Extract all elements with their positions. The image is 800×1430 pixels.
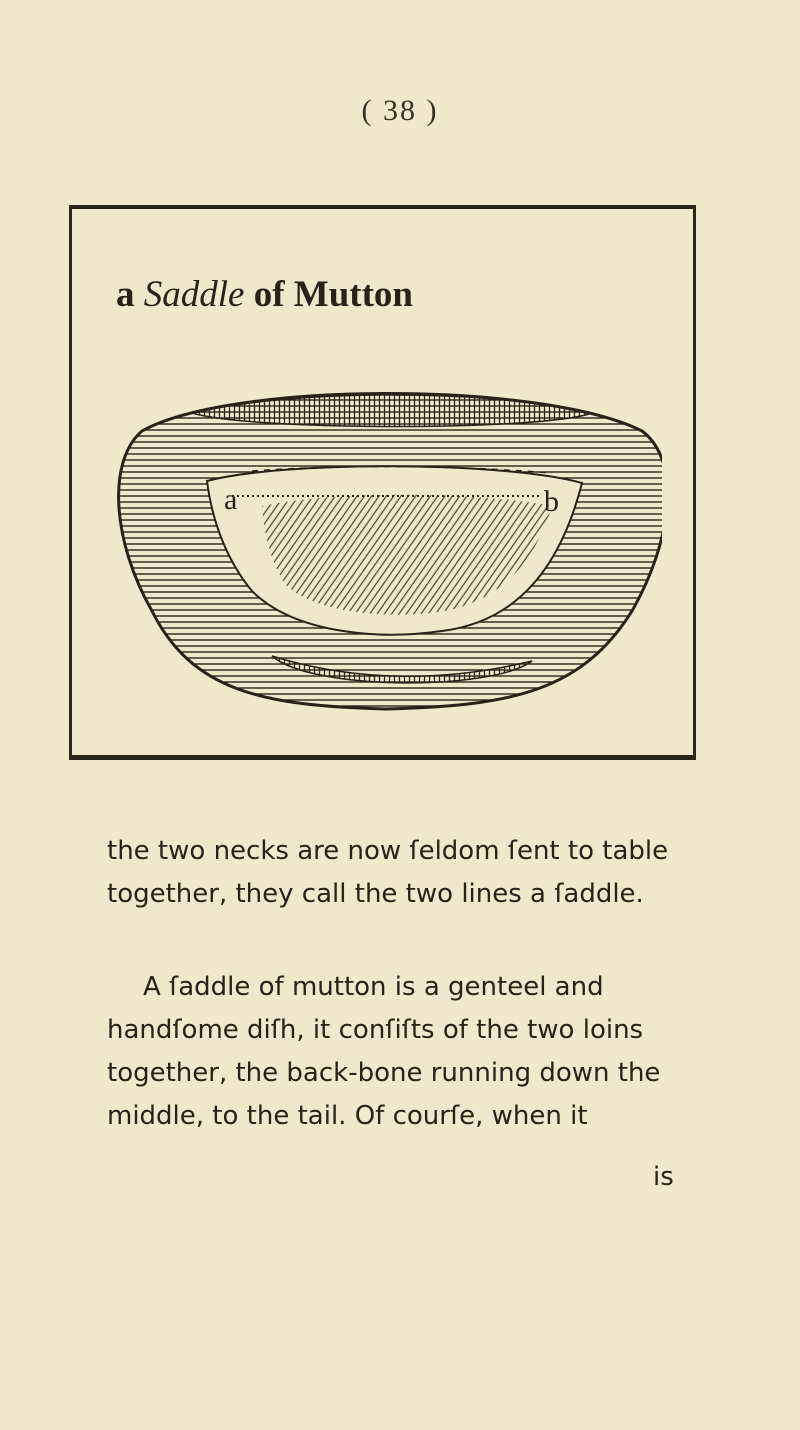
caption-rest: of Mutton	[253, 274, 413, 315]
text-line: A ſaddle of mutton is a genteel and	[143, 972, 604, 1002]
text-line: middle, to the tail. Of courſe, when it	[107, 1101, 588, 1131]
catchword: is	[653, 1162, 674, 1192]
page-number: ( 38 )	[361, 94, 439, 127]
paragraph-1	[107, 830, 697, 916]
text-line: the two necks are now ſeldom ſent to table	[107, 836, 669, 866]
label-b: b	[544, 485, 559, 518]
text-line: together, they call the two lines a ſaddle.	[107, 879, 644, 909]
text-line: handſome diſh, it conſiſts of the two loins	[107, 1015, 644, 1045]
engraved-plate	[69, 205, 696, 760]
caption-italic: Saddle	[143, 274, 245, 315]
paragraph-2	[107, 966, 697, 1138]
text-line: together, the back-bone running down the	[107, 1058, 661, 1088]
plate-caption	[116, 273, 413, 316]
caption-lead: a	[116, 274, 135, 315]
saddle-of-mutton-engraving	[112, 391, 662, 711]
label-a: a	[224, 483, 238, 516]
